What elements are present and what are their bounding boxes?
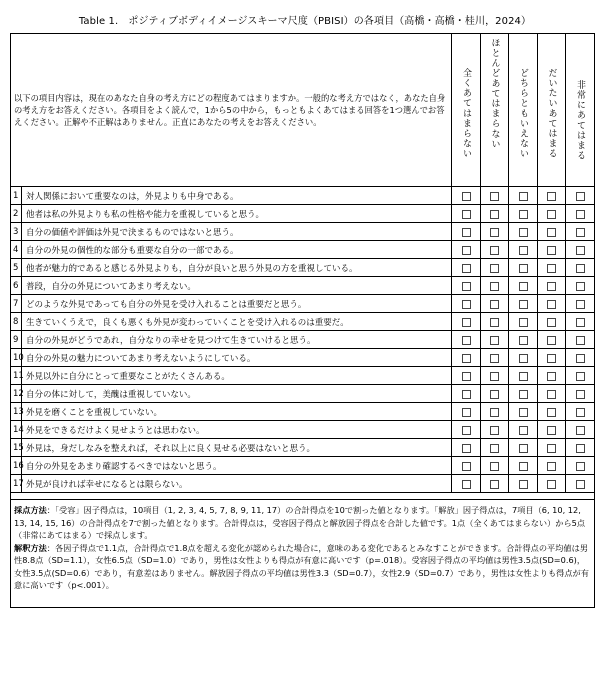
response-checkbox[interactable] <box>490 228 499 237</box>
response-cell[interactable] <box>481 313 509 331</box>
response-checkbox[interactable] <box>490 264 499 273</box>
column-header-label: どちらともいえない <box>518 68 528 159</box>
response-cell[interactable] <box>538 313 566 331</box>
notes-cell <box>11 500 595 608</box>
response-checkbox[interactable] <box>519 426 528 435</box>
response-checkbox[interactable] <box>462 228 471 237</box>
response-checkbox[interactable] <box>576 246 585 255</box>
response-cell[interactable] <box>538 403 566 421</box>
column-header-label: 全くあてはまらない <box>461 68 471 159</box>
response-checkbox[interactable] <box>490 444 499 453</box>
response-cell[interactable] <box>452 241 481 259</box>
response-cell[interactable] <box>481 457 509 475</box>
response-cell[interactable] <box>452 295 481 313</box>
response-checkbox[interactable] <box>490 426 499 435</box>
response-checkbox[interactable] <box>576 336 585 345</box>
item-number: 16 <box>11 457 22 475</box>
response-checkbox[interactable] <box>519 300 528 309</box>
item-text: 外見以外に自分にとって重要なことがたくさんある。 <box>22 367 452 385</box>
response-checkbox[interactable] <box>519 282 528 291</box>
response-checkbox[interactable] <box>547 426 556 435</box>
response-checkbox[interactable] <box>519 372 528 381</box>
item-number: 13 <box>11 403 22 421</box>
response-checkbox[interactable] <box>547 372 556 381</box>
response-cell[interactable] <box>481 205 509 223</box>
response-cell[interactable] <box>538 223 566 241</box>
table-row <box>11 187 595 205</box>
response-checkbox[interactable] <box>547 300 556 309</box>
item-number: 8 <box>11 313 22 331</box>
response-checkbox[interactable] <box>519 264 528 273</box>
response-cell[interactable] <box>538 187 566 205</box>
response-cell[interactable] <box>452 187 481 205</box>
response-checkbox[interactable] <box>519 192 528 201</box>
response-checkbox[interactable] <box>490 408 499 417</box>
response-cell[interactable] <box>566 205 595 223</box>
response-cell[interactable] <box>538 421 566 439</box>
scoring-text: ：「受容」因子得点は，10項目（1, 2, 3, 4, 5, 7, 8, 9, 11, 17）の合計得点を10で割った値となります。「解放」因子得点は，7項目（6, 10, 12, 13, 14, 15, 16）の合計得点を7で割った値となります。合計得点は，受容因子得点と解放因子得点を合計した値です。1点（全くあてはまらない）から5点（非常にあてはまる）で採点します。 <box>14 505 586 540</box>
table-row <box>11 313 595 331</box>
response-checkbox[interactable] <box>462 300 471 309</box>
response-cell[interactable] <box>452 205 481 223</box>
response-checkbox[interactable] <box>462 408 471 417</box>
response-cell[interactable] <box>538 475 566 493</box>
response-cell[interactable] <box>481 295 509 313</box>
response-cell[interactable] <box>481 439 509 457</box>
response-cell[interactable] <box>538 295 566 313</box>
response-checkbox[interactable] <box>490 282 499 291</box>
column-header-label: だいたいあてはまる <box>546 68 557 159</box>
response-cell[interactable] <box>481 367 509 385</box>
response-cell[interactable] <box>509 367 538 385</box>
table-row <box>11 421 595 439</box>
item-number: 14 <box>11 421 22 439</box>
response-cell[interactable] <box>538 277 566 295</box>
response-checkbox[interactable] <box>519 444 528 453</box>
item-text: 生きていくうえで，良くも悪くも外見が変わっていくことを受け入れるのは重要だ。 <box>22 313 452 331</box>
response-checkbox[interactable] <box>547 408 556 417</box>
item-text: 他者は私の外見よりも私の性格や能力を重視していると思う。 <box>22 205 452 223</box>
response-cell[interactable] <box>452 403 481 421</box>
response-checkbox[interactable] <box>490 354 499 363</box>
response-cell[interactable] <box>452 259 481 277</box>
response-checkbox[interactable] <box>547 354 556 363</box>
response-cell[interactable] <box>481 349 509 367</box>
item-number: 15 <box>11 439 22 457</box>
table-row <box>11 295 595 313</box>
response-cell[interactable] <box>566 475 595 493</box>
interpretation-text: ：各因子得点で1.1点，合計得点で1.8点を超える変化が認められた場合に，意味のある変化であるとみなすことができます。合計得点の平均値は男性8.8点（SD=1.1），女性6.5点（SD=1.0）であり，男性は女性よりも得点が有意に高いです（p=.018）。受容因子得点の平均値は男性3.5点(SD=0.6)，女性3.5点(SD=0.6）であり，有意差はありません。解放因子得点の平均値は男性3.3（SD=0.7），女性2.9（SD=0.7）であり，男性は女性よりも得点が有意に高いです（p<.001）。 <box>14 542 589 590</box>
response-cell[interactable] <box>509 259 538 277</box>
response-checkbox[interactable] <box>519 462 528 471</box>
response-cell[interactable] <box>509 205 538 223</box>
response-cell[interactable] <box>481 475 509 493</box>
response-cell[interactable] <box>566 349 595 367</box>
response-checkbox[interactable] <box>462 192 471 201</box>
response-cell[interactable] <box>538 367 566 385</box>
response-cell[interactable] <box>452 349 481 367</box>
response-checkbox[interactable] <box>576 408 585 417</box>
response-checkbox[interactable] <box>547 318 556 327</box>
response-checkbox[interactable] <box>462 372 471 381</box>
response-cell[interactable] <box>481 385 509 403</box>
response-cell[interactable] <box>452 331 481 349</box>
item-number: 1 <box>11 187 22 205</box>
table-row <box>11 259 595 277</box>
response-cell[interactable] <box>509 439 538 457</box>
response-cell[interactable] <box>538 331 566 349</box>
response-checkbox[interactable] <box>547 282 556 291</box>
notes-row <box>11 500 595 608</box>
response-checkbox[interactable] <box>576 354 585 363</box>
response-checkbox[interactable] <box>576 444 585 453</box>
item-number: 7 <box>11 295 22 313</box>
response-cell[interactable] <box>509 403 538 421</box>
response-checkbox[interactable] <box>576 282 585 291</box>
response-cell[interactable] <box>538 439 566 457</box>
response-checkbox[interactable] <box>576 228 585 237</box>
table-row <box>11 367 595 385</box>
column-header-1 <box>452 34 481 187</box>
response-cell[interactable] <box>538 349 566 367</box>
response-checkbox[interactable] <box>490 300 499 309</box>
response-cell[interactable] <box>566 421 595 439</box>
response-checkbox[interactable] <box>490 336 499 345</box>
item-text: 普段，自分の外見についてあまり考えない。 <box>22 277 452 295</box>
response-checkbox[interactable] <box>462 264 471 273</box>
response-cell[interactable] <box>481 403 509 421</box>
response-checkbox[interactable] <box>576 264 585 273</box>
response-checkbox[interactable] <box>490 480 499 489</box>
response-cell[interactable] <box>481 331 509 349</box>
response-checkbox[interactable] <box>490 246 499 255</box>
response-cell[interactable] <box>509 475 538 493</box>
response-checkbox[interactable] <box>490 192 499 201</box>
item-number: 11 <box>11 367 22 385</box>
response-cell[interactable] <box>566 331 595 349</box>
item-number: 17 <box>11 475 22 493</box>
table-row <box>11 223 595 241</box>
response-cell[interactable] <box>566 313 595 331</box>
response-checkbox[interactable] <box>547 246 556 255</box>
item-text: 自分の体に対して，美醜は重視していない。 <box>22 385 452 403</box>
response-cell[interactable] <box>452 421 481 439</box>
response-checkbox[interactable] <box>576 426 585 435</box>
response-cell[interactable] <box>509 295 538 313</box>
response-cell[interactable] <box>566 223 595 241</box>
column-header-label: ほとんどあてはまらない <box>489 38 500 150</box>
response-cell[interactable] <box>509 385 538 403</box>
survey-table <box>10 33 595 608</box>
item-text: 外見が良ければ幸せになるとは限らない。 <box>22 475 452 493</box>
response-checkbox[interactable] <box>547 336 556 345</box>
response-checkbox[interactable] <box>576 480 585 489</box>
response-cell[interactable] <box>509 313 538 331</box>
response-cell[interactable] <box>452 439 481 457</box>
response-checkbox[interactable] <box>519 336 528 345</box>
response-checkbox[interactable] <box>519 228 528 237</box>
response-checkbox[interactable] <box>462 444 471 453</box>
response-cell[interactable] <box>566 457 595 475</box>
response-cell[interactable] <box>566 385 595 403</box>
interpretation-label: 解釈方法 <box>14 542 47 553</box>
response-cell[interactable] <box>566 277 595 295</box>
response-checkbox[interactable] <box>490 462 499 471</box>
item-text: 自分の外見の個性的な部分も重要な自分の一部である。 <box>22 241 452 259</box>
response-cell[interactable] <box>509 223 538 241</box>
response-cell[interactable] <box>452 385 481 403</box>
item-text: 自分の価値や評価は外見で決まるものではないと思う。 <box>22 223 452 241</box>
table-row <box>11 403 595 421</box>
response-checkbox[interactable] <box>519 210 528 219</box>
response-checkbox[interactable] <box>547 480 556 489</box>
column-header-3 <box>509 34 538 187</box>
item-text: どのような外見であっても自分の外見を受け入れることは重要だと思う。 <box>22 295 452 313</box>
response-cell[interactable] <box>538 205 566 223</box>
response-cell[interactable] <box>538 385 566 403</box>
column-header-2 <box>481 34 509 187</box>
header-row <box>11 34 595 187</box>
table-title: Table 1. ポジティブボディイメージスキーマ尺度（PBISI）の各項目（高橋・高橋・桂川，2024） <box>78 16 532 27</box>
table-row <box>11 331 595 349</box>
response-checkbox[interactable] <box>547 462 556 471</box>
response-checkbox[interactable] <box>462 462 471 471</box>
response-checkbox[interactable] <box>576 372 585 381</box>
response-cell[interactable] <box>566 367 595 385</box>
response-cell[interactable] <box>509 331 538 349</box>
response-cell[interactable] <box>481 223 509 241</box>
column-header-5 <box>566 34 595 187</box>
response-checkbox[interactable] <box>547 444 556 453</box>
table-row <box>11 277 595 295</box>
table-row <box>11 205 595 223</box>
response-cell[interactable] <box>452 313 481 331</box>
response-cell[interactable] <box>452 457 481 475</box>
response-cell[interactable] <box>566 187 595 205</box>
response-cell[interactable] <box>509 187 538 205</box>
instructions-text: 以下の項目内容は，現在のあなた自身の考え方にどの程度あてはまりますか。一般的な考え方ではなく，あなた自身の考え方をお答えください。各項目をよく読んで，1から5の中から，もっともよくあてはまる回答を1つ選んでお答えください。正解や不正解はありません。正直にあなたの考えをお答えください。 <box>11 34 452 187</box>
response-cell[interactable] <box>509 421 538 439</box>
column-header-label: 非常にあてはまる <box>575 80 585 161</box>
table-row <box>11 457 595 475</box>
response-checkbox[interactable] <box>576 390 585 399</box>
item-text: 自分の外見をあまり確認するべきではないと思う。 <box>22 457 452 475</box>
response-checkbox[interactable] <box>576 210 585 219</box>
response-checkbox[interactable] <box>462 336 471 345</box>
response-cell[interactable] <box>566 403 595 421</box>
spacer-row <box>11 493 595 500</box>
response-checkbox[interactable] <box>576 318 585 327</box>
response-cell[interactable] <box>452 367 481 385</box>
response-cell[interactable] <box>509 277 538 295</box>
table-row <box>11 349 595 367</box>
item-number: 4 <box>11 241 22 259</box>
item-text: 外見を磨くことを重視していない。 <box>22 403 452 421</box>
response-checkbox[interactable] <box>576 300 585 309</box>
response-checkbox[interactable] <box>547 192 556 201</box>
response-checkbox[interactable] <box>519 408 528 417</box>
item-text: 自分の外見がどうであれ，自分なりの幸せを見つけて生きていけると思う。 <box>22 331 452 349</box>
response-cell[interactable] <box>538 241 566 259</box>
response-checkbox[interactable] <box>462 390 471 399</box>
response-checkbox[interactable] <box>462 480 471 489</box>
item-text: 他者が魅力的であると感じる外見よりも，自分が良いと思う外見の方を重視している。 <box>22 259 452 277</box>
response-checkbox[interactable] <box>576 462 585 471</box>
response-checkbox[interactable] <box>519 354 528 363</box>
response-cell[interactable] <box>566 295 595 313</box>
response-checkbox[interactable] <box>519 246 528 255</box>
response-cell[interactable] <box>481 241 509 259</box>
response-cell[interactable] <box>481 259 509 277</box>
response-checkbox[interactable] <box>576 192 585 201</box>
response-checkbox[interactable] <box>547 390 556 399</box>
item-text: 外見は，身だしなみを整えれば，それ以上に良く見せる必要はないと思う。 <box>22 439 452 457</box>
response-cell[interactable] <box>566 241 595 259</box>
item-number: 6 <box>11 277 22 295</box>
response-cell[interactable] <box>452 223 481 241</box>
response-checkbox[interactable] <box>462 354 471 363</box>
item-number: 3 <box>11 223 22 241</box>
response-cell[interactable] <box>452 277 481 295</box>
response-checkbox[interactable] <box>547 264 556 273</box>
response-cell[interactable] <box>538 457 566 475</box>
table-row <box>11 439 595 457</box>
response-cell[interactable] <box>538 259 566 277</box>
response-checkbox[interactable] <box>490 318 499 327</box>
item-number: 12 <box>11 385 22 403</box>
response-cell[interactable] <box>452 475 481 493</box>
response-checkbox[interactable] <box>462 426 471 435</box>
table-row <box>11 241 595 259</box>
response-cell[interactable] <box>566 259 595 277</box>
table-row <box>11 385 595 403</box>
response-checkbox[interactable] <box>519 390 528 399</box>
item-number: 5 <box>11 259 22 277</box>
item-list <box>11 187 595 493</box>
item-number: 10 <box>11 349 22 367</box>
response-cell[interactable] <box>481 187 509 205</box>
response-checkbox[interactable] <box>462 282 471 291</box>
response-checkbox[interactable] <box>490 372 499 381</box>
response-cell[interactable] <box>509 349 538 367</box>
item-number: 2 <box>11 205 22 223</box>
item-text: 外見をできるだけよく見せようとは思わない。 <box>22 421 452 439</box>
scoring-label: 採点方法 <box>14 505 47 515</box>
response-checkbox[interactable] <box>519 318 528 327</box>
item-text: 対人関係において重要なのは，外見よりも中身である。 <box>22 187 452 205</box>
response-checkbox[interactable] <box>462 246 471 255</box>
item-number: 9 <box>11 331 22 349</box>
response-cell[interactable] <box>566 439 595 457</box>
column-header-4 <box>538 34 566 187</box>
response-checkbox[interactable] <box>547 228 556 237</box>
response-cell[interactable] <box>509 241 538 259</box>
response-cell[interactable] <box>509 457 538 475</box>
response-checkbox[interactable] <box>547 210 556 219</box>
table-row <box>11 475 595 493</box>
item-text: 自分の外見の魅力についてあまり考えないようにしている。 <box>22 349 452 367</box>
response-checkbox[interactable] <box>490 210 499 219</box>
response-cell[interactable] <box>481 277 509 295</box>
response-checkbox[interactable] <box>490 390 499 399</box>
response-checkbox[interactable] <box>462 210 471 219</box>
response-cell[interactable] <box>481 421 509 439</box>
response-checkbox[interactable] <box>519 480 528 489</box>
response-checkbox[interactable] <box>462 318 471 327</box>
